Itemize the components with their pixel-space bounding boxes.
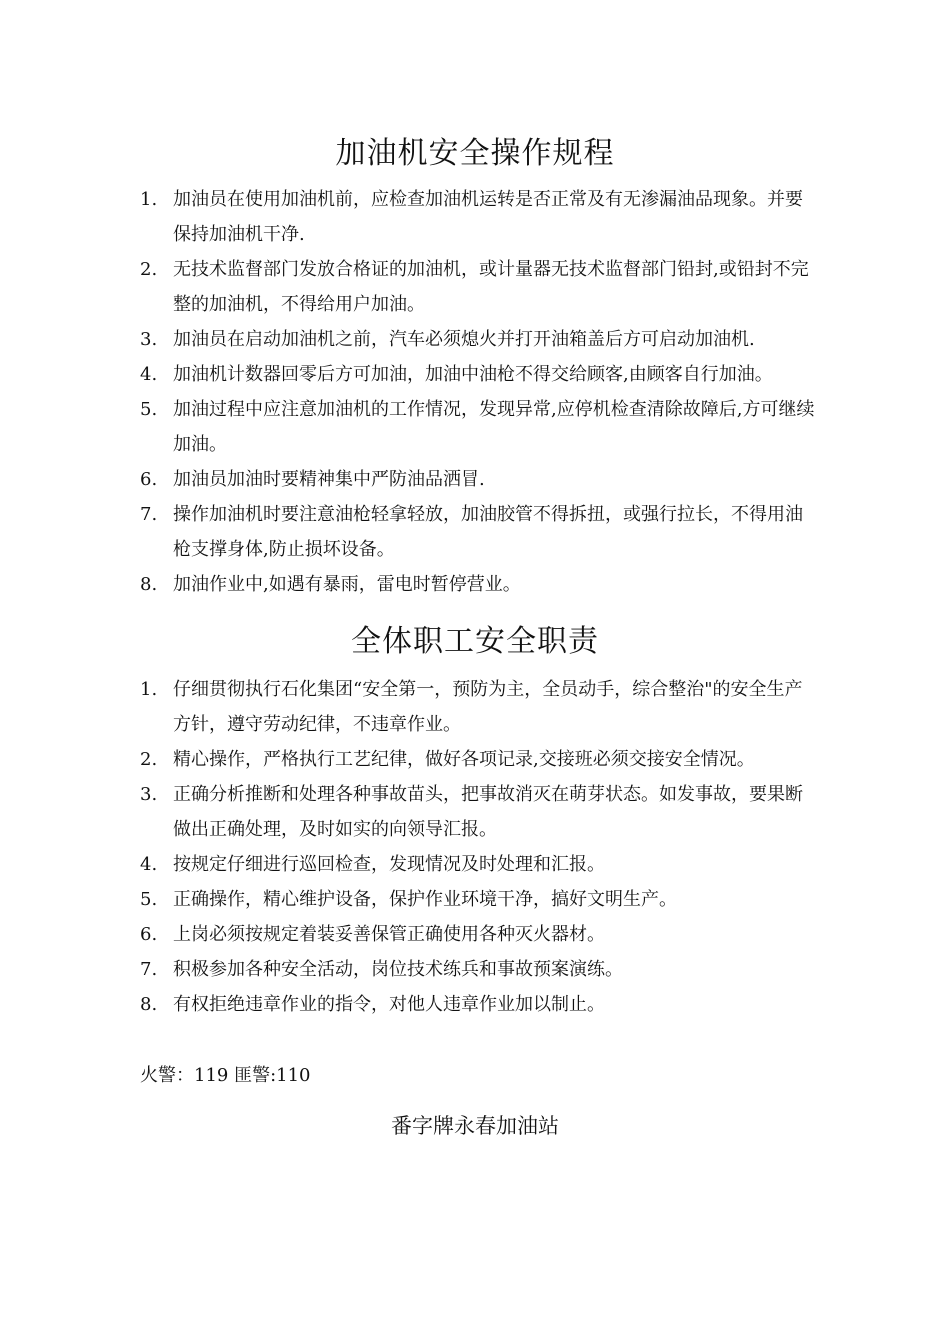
section2-title: 全体职工安全职责 xyxy=(351,624,599,659)
section1-title: 加油机安全操作规程 xyxy=(335,136,615,171)
list-item: 1. 仔细贯彻执行石化集团“安全第一，预防为主，全员动手，综合整治"的安全生产方针，遵守劳动纪律，不违章作业。 xyxy=(140,679,803,735)
list-item: 2. 无技术监督部门发放合格证的加油机，或计量器无技术监督部门铅封,或铅封不完整的加油机，不得给用户加油。 xyxy=(140,259,809,315)
list-item: 3. 加油员在启动加油机之前，汽车必须熄火并打开油箱盖后方可启动加油机. xyxy=(140,329,755,350)
list-item: 8. 有权拒绝违章作业的指令，对他人违章作业加以制止。 xyxy=(140,994,605,1015)
list-item: 3. 正确分析推断和处理各种事故苗头，把事故消灭在萌芽状态。如发事故，要果断做出正确处理，及时如实的向领导汇报。 xyxy=(140,784,803,840)
list-item: 7. 积极参加各种安全活动，岗位技术练兵和事故预案演练。 xyxy=(140,959,623,980)
emergency-numbers: 火警：119 匪警:110 xyxy=(140,1065,311,1086)
list-item: 7. 操作加油机时要注意油枪轻拿轻放，加油胶管不得拆扭，或强行拉长，不得用油枪支撑身体,防止损坏设备。 xyxy=(140,504,803,560)
list-item: 6. 加油员加油时要精神集中严防油品洒冒. xyxy=(140,469,485,490)
list-item: 5. 加油过程中应注意加油机的工作情况，发现异常,应停机检查清除故障后,方可继续加油。 xyxy=(140,399,815,455)
list-item: 6. 上岗必须按规定着装妥善保管正确使用各种灭火器材。 xyxy=(140,924,605,945)
section2-list xyxy=(140,672,820,1022)
list-item: 4. 按规定仔细进行巡回检查，发现情况及时处理和汇报。 xyxy=(140,854,605,875)
list-item: 2. 精心操作，严格执行工艺纪律，做好各项记录,交接班必须交接安全情况。 xyxy=(140,749,755,770)
list-item: 5. 正确操作，精心维护设备，保护作业环境干净，搞好文明生产。 xyxy=(140,889,677,910)
section1-list xyxy=(140,182,820,602)
list-item: 4. 加油机计数器回零后方可加油，加油中油枪不得交给顾客,由顾客自行加油。 xyxy=(140,364,773,385)
list-item: 8. 加油作业中,如遇有暴雨，雷电时暂停营业。 xyxy=(140,574,521,595)
station-name: 番字牌永春加油站 xyxy=(391,1114,559,1138)
list-item: 1. 加油员在使用加油机前，应检查加油机运转是否正常及有无渗漏油品现象。并要保持加油机干净. xyxy=(140,189,803,245)
